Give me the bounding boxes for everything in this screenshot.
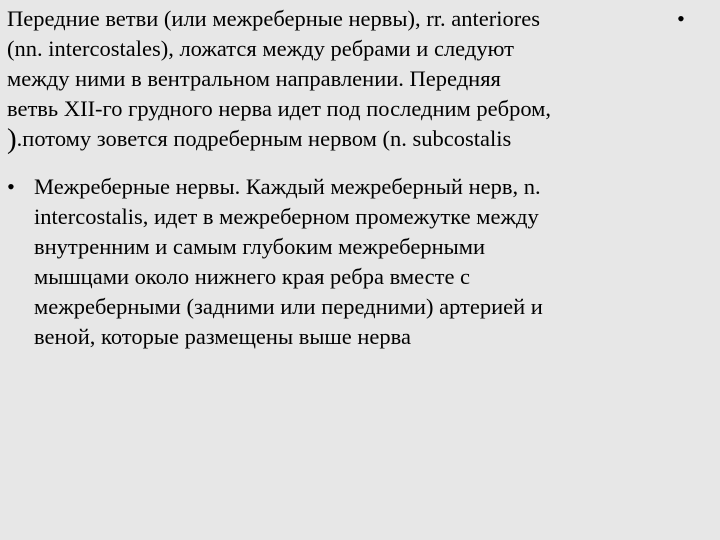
text-line: веной, которые размещены выше нерва [34, 324, 411, 349]
paragraph-text [34, 172, 704, 352]
text-line: внутренним и самым глубоким межреберными [34, 234, 486, 259]
text-line-last [7, 124, 707, 154]
closing-parenthesis: ) [7, 123, 17, 155]
text-line-remainder: .потому зовется подреберным нервом (n. subcostalis [16, 126, 512, 151]
text-line: (nn. intercostales), ложатся между ребрами и следуют [7, 36, 514, 61]
bullet-marker: • [7, 174, 15, 199]
paragraph-anterior-branches [7, 4, 707, 154]
text-line: мышцами около нижнего края ребра вместе с [34, 264, 471, 289]
text-line: intercostalis, идет в межреберном промежутке между [34, 204, 539, 229]
text-line: Межреберные нервы. Каждый межреберный нерв, n. [34, 174, 541, 199]
bullet-marker: • [677, 6, 685, 31]
text-line: между ними в вентральном направлении. Передняя [7, 66, 501, 91]
text-line: ветвь XII-го грудного нерва идет под последним ребром, [7, 96, 552, 121]
text-line: Передние ветви (или межреберные нервы), rr. anteriores [7, 6, 540, 31]
text-line: межреберными (задними или передними) артерией и [34, 294, 543, 319]
